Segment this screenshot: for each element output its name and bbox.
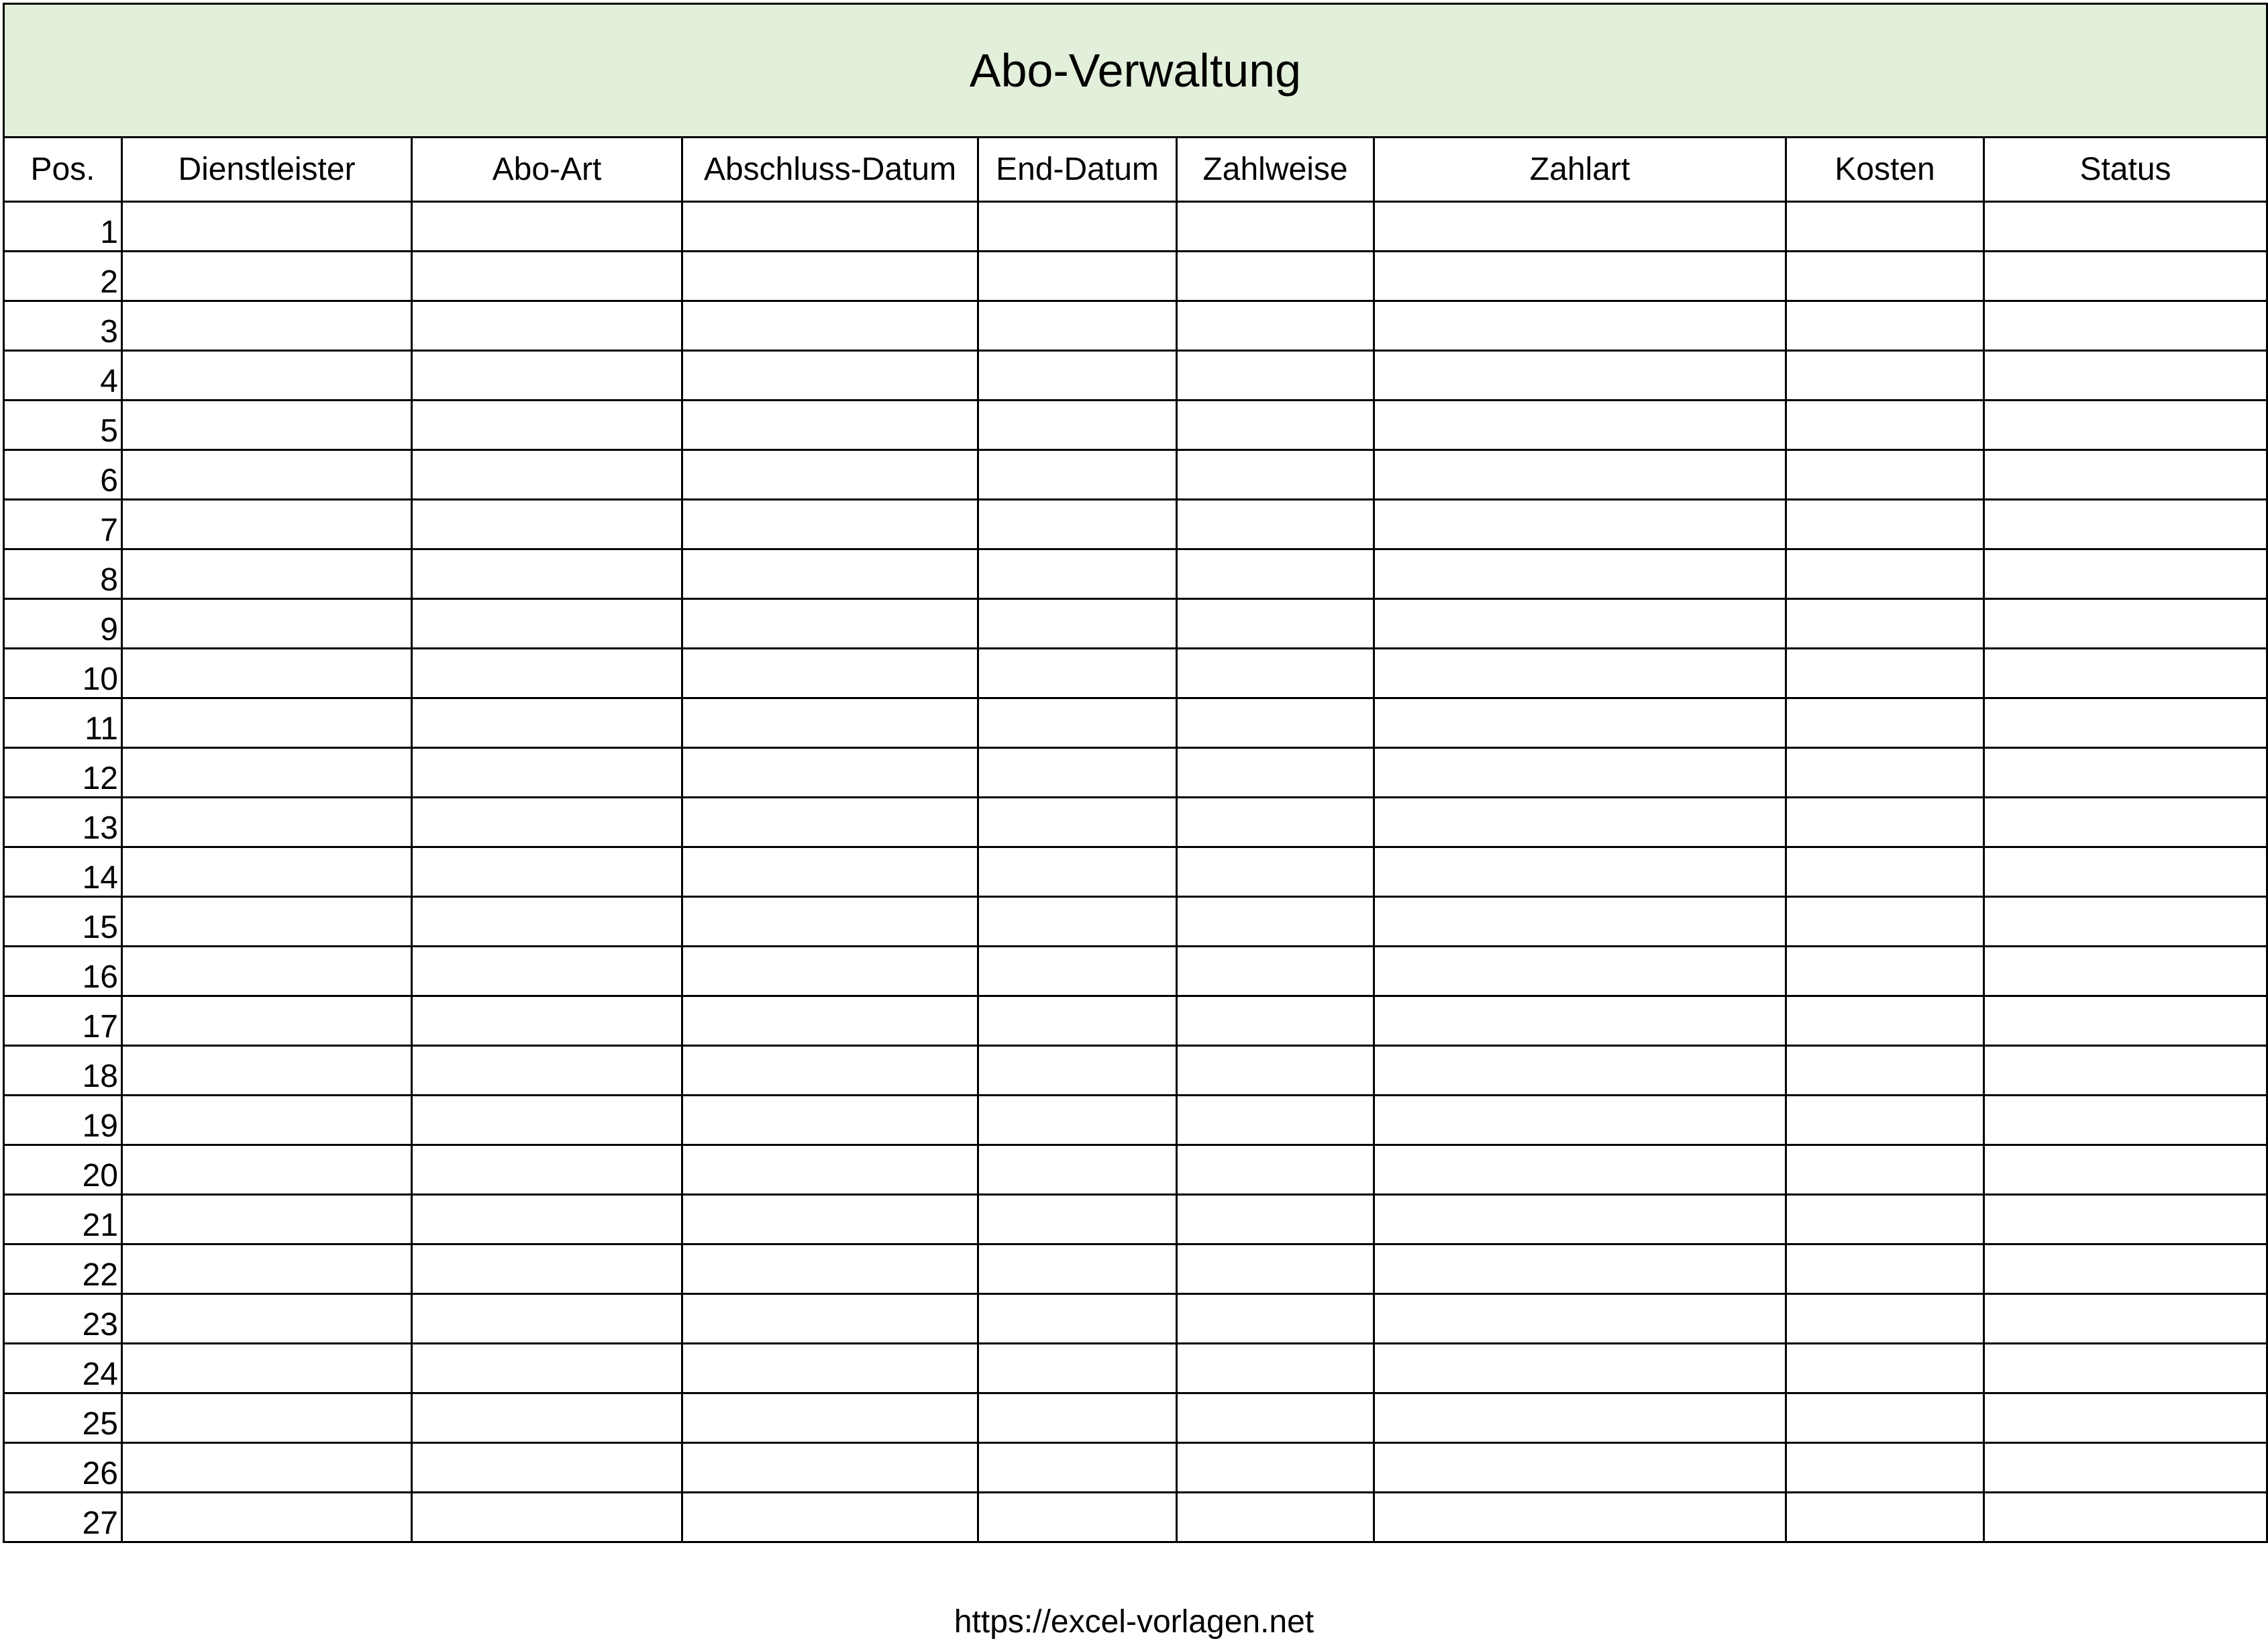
cell-zahlweise[interactable]: [1177, 401, 1374, 450]
row-position: 7: [4, 500, 122, 549]
header-row: [4, 138, 2267, 202]
cell-abo-art[interactable]: [412, 252, 682, 301]
table-row: [4, 252, 2267, 301]
cell-dienstleister[interactable]: [122, 1344, 412, 1393]
cell-kosten[interactable]: [1786, 1443, 1984, 1493]
cell-zahlweise[interactable]: [1177, 698, 1374, 748]
cell-kosten[interactable]: [1786, 252, 1984, 301]
cell-abschluss-datum[interactable]: [682, 698, 978, 748]
row-position: 22: [4, 1244, 122, 1294]
cell-dienstleister[interactable]: [122, 1046, 412, 1096]
cell-kosten[interactable]: [1786, 1393, 1984, 1443]
cell-end-datum[interactable]: [978, 1294, 1177, 1344]
cell-zahlweise[interactable]: [1177, 500, 1374, 549]
cell-abo-art[interactable]: [412, 996, 682, 1046]
cell-abo-art[interactable]: [412, 698, 682, 748]
cell-zahlweise[interactable]: [1177, 1046, 1374, 1096]
cell-dienstleister[interactable]: [122, 252, 412, 301]
row-position: 25: [4, 1393, 122, 1443]
cell-abo-art[interactable]: [412, 748, 682, 798]
cell-abschluss-datum[interactable]: [682, 1294, 978, 1344]
cell-abschluss-datum[interactable]: [682, 500, 978, 549]
cell-zahlweise[interactable]: [1177, 1096, 1374, 1145]
row-position: 13: [4, 798, 122, 847]
cell-abo-art[interactable]: [412, 202, 682, 252]
cell-status[interactable]: [1984, 301, 2267, 351]
cell-dienstleister[interactable]: [122, 996, 412, 1046]
cell-zahlweise[interactable]: [1177, 649, 1374, 698]
cell-status[interactable]: [1984, 698, 2267, 748]
table-row: [4, 996, 2267, 1046]
table-row: [4, 500, 2267, 549]
cell-abschluss-datum[interactable]: [682, 1443, 978, 1493]
cell-kosten[interactable]: [1786, 1096, 1984, 1145]
cell-end-datum[interactable]: [978, 1344, 1177, 1393]
cell-dienstleister[interactable]: [122, 1195, 412, 1244]
row-position: 2: [4, 252, 122, 301]
cell-kosten[interactable]: [1786, 847, 1984, 897]
cell-zahlart[interactable]: [1374, 1046, 1786, 1096]
cell-zahlweise[interactable]: [1177, 252, 1374, 301]
cell-dienstleister[interactable]: [122, 748, 412, 798]
cell-abschluss-datum[interactable]: [682, 599, 978, 649]
cell-abschluss-datum[interactable]: [682, 748, 978, 798]
row-position: 10: [4, 649, 122, 698]
cell-status[interactable]: [1984, 351, 2267, 401]
column-header-zahlart: Zahlart: [1374, 138, 1786, 202]
cell-abschluss-datum[interactable]: [682, 1096, 978, 1145]
cell-end-datum[interactable]: [978, 698, 1177, 748]
cell-abo-art[interactable]: [412, 947, 682, 996]
cell-zahlart[interactable]: [1374, 1145, 1786, 1195]
cell-zahlweise[interactable]: [1177, 1145, 1374, 1195]
cell-zahlweise[interactable]: [1177, 202, 1374, 252]
cell-zahlart[interactable]: [1374, 1443, 1786, 1493]
cell-abo-art[interactable]: [412, 847, 682, 897]
cell-zahlweise[interactable]: [1177, 1393, 1374, 1443]
row-position: 17: [4, 996, 122, 1046]
cell-status[interactable]: [1984, 1244, 2267, 1294]
cell-zahlweise[interactable]: [1177, 847, 1374, 897]
cell-end-datum[interactable]: [978, 1046, 1177, 1096]
cell-dienstleister[interactable]: [122, 847, 412, 897]
cell-abschluss-datum[interactable]: [682, 897, 978, 947]
column-header-abo-art: Abo-Art: [412, 138, 682, 202]
title-row: [4, 4, 2267, 138]
cell-abschluss-datum[interactable]: [682, 1145, 978, 1195]
table-row: [4, 1344, 2267, 1393]
cell-status[interactable]: [1984, 202, 2267, 252]
table-row: [4, 1046, 2267, 1096]
cell-kosten[interactable]: [1786, 1344, 1984, 1393]
cell-status[interactable]: [1984, 947, 2267, 996]
cell-end-datum[interactable]: [978, 301, 1177, 351]
cell-status[interactable]: [1984, 748, 2267, 798]
cell-zahlweise[interactable]: [1177, 748, 1374, 798]
cell-kosten[interactable]: [1786, 351, 1984, 401]
cell-abo-art[interactable]: [412, 500, 682, 549]
cell-end-datum[interactable]: [978, 1244, 1177, 1294]
cell-kosten[interactable]: [1786, 947, 1984, 996]
cell-end-datum[interactable]: [978, 1145, 1177, 1195]
cell-abo-art[interactable]: [412, 351, 682, 401]
cell-dienstleister[interactable]: [122, 1244, 412, 1294]
cell-end-datum[interactable]: [978, 549, 1177, 599]
cell-status[interactable]: [1984, 1195, 2267, 1244]
footer-url: https://excel-vorlagen.net: [953, 1604, 1315, 1640]
table-row: [4, 1244, 2267, 1294]
table-row: [4, 798, 2267, 847]
cell-zahlweise[interactable]: [1177, 996, 1374, 1046]
cell-kosten[interactable]: [1786, 500, 1984, 549]
cell-zahlweise[interactable]: [1177, 301, 1374, 351]
cell-abschluss-datum[interactable]: [682, 798, 978, 847]
table-row: [4, 1493, 2267, 1542]
cell-zahlart[interactable]: [1374, 698, 1786, 748]
cell-status[interactable]: [1984, 798, 2267, 847]
cell-end-datum[interactable]: [978, 649, 1177, 698]
column-header-status: Status: [1984, 138, 2267, 202]
cell-zahlweise[interactable]: [1177, 1493, 1374, 1542]
cell-zahlart[interactable]: [1374, 1344, 1786, 1393]
cell-abo-art[interactable]: [412, 1294, 682, 1344]
cell-abschluss-datum[interactable]: [682, 947, 978, 996]
cell-end-datum[interactable]: [978, 1393, 1177, 1443]
row-position: 12: [4, 748, 122, 798]
cell-zahlart[interactable]: [1374, 897, 1786, 947]
cell-status[interactable]: [1984, 1096, 2267, 1145]
cell-status[interactable]: [1984, 500, 2267, 549]
cell-kosten[interactable]: [1786, 649, 1984, 698]
column-header-zahlweise: Zahlweise: [1177, 138, 1374, 202]
cell-zahlart[interactable]: [1374, 798, 1786, 847]
cell-end-datum[interactable]: [978, 897, 1177, 947]
table-row: [4, 450, 2267, 500]
cell-end-datum[interactable]: [978, 450, 1177, 500]
cell-zahlweise[interactable]: [1177, 1344, 1374, 1393]
cell-end-datum[interactable]: [978, 996, 1177, 1046]
row-position: 1: [4, 202, 122, 252]
cell-end-datum[interactable]: [978, 401, 1177, 450]
cell-zahlart[interactable]: [1374, 947, 1786, 996]
cell-end-datum[interactable]: [978, 1195, 1177, 1244]
cell-status[interactable]: [1984, 599, 2267, 649]
cell-zahlart[interactable]: [1374, 301, 1786, 351]
cell-abschluss-datum[interactable]: [682, 1493, 978, 1542]
cell-end-datum[interactable]: [978, 500, 1177, 549]
cell-abo-art[interactable]: [412, 1145, 682, 1195]
cell-zahlweise[interactable]: [1177, 351, 1374, 401]
cell-kosten[interactable]: [1786, 1145, 1984, 1195]
row-position: 21: [4, 1195, 122, 1244]
cell-end-datum[interactable]: [978, 1493, 1177, 1542]
cell-abo-art[interactable]: [412, 1493, 682, 1542]
cell-status[interactable]: [1984, 649, 2267, 698]
cell-end-datum[interactable]: [978, 202, 1177, 252]
cell-abo-art[interactable]: [412, 450, 682, 500]
cell-kosten[interactable]: [1786, 599, 1984, 649]
cell-status[interactable]: [1984, 1145, 2267, 1195]
cell-dienstleister[interactable]: [122, 1096, 412, 1145]
cell-zahlart[interactable]: [1374, 549, 1786, 599]
row-position: 6: [4, 450, 122, 500]
cell-end-datum[interactable]: [978, 748, 1177, 798]
cell-kosten[interactable]: [1786, 301, 1984, 351]
table-row: [4, 698, 2267, 748]
cell-zahlart[interactable]: [1374, 748, 1786, 798]
cell-end-datum[interactable]: [978, 351, 1177, 401]
cell-dienstleister[interactable]: [122, 897, 412, 947]
row-position: 8: [4, 549, 122, 599]
row-position: 11: [4, 698, 122, 748]
cell-kosten[interactable]: [1786, 549, 1984, 599]
cell-abschluss-datum[interactable]: [682, 252, 978, 301]
cell-zahlart[interactable]: [1374, 847, 1786, 897]
table-row: [4, 351, 2267, 401]
table-row: [4, 1294, 2267, 1344]
cell-zahlart[interactable]: [1374, 500, 1786, 549]
cell-abo-art[interactable]: [412, 897, 682, 947]
table-row: [4, 549, 2267, 599]
row-position: 18: [4, 1046, 122, 1096]
cell-status[interactable]: [1984, 897, 2267, 947]
cell-dienstleister[interactable]: [122, 500, 412, 549]
cell-abschluss-datum[interactable]: [682, 1393, 978, 1443]
cell-zahlweise[interactable]: [1177, 798, 1374, 847]
cell-status[interactable]: [1984, 847, 2267, 897]
cell-kosten[interactable]: [1786, 748, 1984, 798]
cell-zahlweise[interactable]: [1177, 549, 1374, 599]
cell-kosten[interactable]: [1786, 401, 1984, 450]
table-row: [4, 897, 2267, 947]
row-position: 23: [4, 1294, 122, 1344]
cell-end-datum[interactable]: [978, 1443, 1177, 1493]
cell-abschluss-datum[interactable]: [682, 401, 978, 450]
table-row: [4, 1195, 2267, 1244]
cell-zahlart[interactable]: [1374, 996, 1786, 1046]
cell-kosten[interactable]: [1786, 897, 1984, 947]
cell-dienstleister[interactable]: [122, 798, 412, 847]
cell-kosten[interactable]: [1786, 798, 1984, 847]
column-header-dienstleister: Dienstleister: [122, 138, 412, 202]
cell-dienstleister[interactable]: [122, 202, 412, 252]
cell-abo-art[interactable]: [412, 401, 682, 450]
row-position: 3: [4, 301, 122, 351]
table-row: [4, 1443, 2267, 1493]
table-row: [4, 1393, 2267, 1443]
cell-dienstleister[interactable]: [122, 1294, 412, 1344]
cell-zahlart[interactable]: [1374, 1244, 1786, 1294]
cell-kosten[interactable]: [1786, 1195, 1984, 1244]
cell-abo-art[interactable]: [412, 649, 682, 698]
cell-abo-art[interactable]: [412, 1096, 682, 1145]
row-position: 9: [4, 599, 122, 649]
row-position: 20: [4, 1145, 122, 1195]
cell-dienstleister[interactable]: [122, 698, 412, 748]
row-position: 19: [4, 1096, 122, 1145]
cell-end-datum[interactable]: [978, 252, 1177, 301]
cell-abschluss-datum[interactable]: [682, 996, 978, 1046]
cell-zahlweise[interactable]: [1177, 1244, 1374, 1294]
cell-end-datum[interactable]: [978, 847, 1177, 897]
subscription-table: [3, 3, 2268, 1543]
table-row: [4, 202, 2267, 252]
cell-zahlweise[interactable]: [1177, 897, 1374, 947]
table-row: [4, 649, 2267, 698]
table-row: [4, 401, 2267, 450]
cell-kosten[interactable]: [1786, 450, 1984, 500]
cell-dienstleister[interactable]: [122, 401, 412, 450]
cell-end-datum[interactable]: [978, 798, 1177, 847]
cell-zahlart[interactable]: [1374, 351, 1786, 401]
cell-abo-art[interactable]: [412, 1046, 682, 1096]
cell-status[interactable]: [1984, 1493, 2267, 1542]
cell-zahlweise[interactable]: [1177, 599, 1374, 649]
cell-abschluss-datum[interactable]: [682, 301, 978, 351]
cell-abschluss-datum[interactable]: [682, 1046, 978, 1096]
cell-dienstleister[interactable]: [122, 599, 412, 649]
column-header-pos: Pos.: [4, 138, 122, 202]
cell-dienstleister[interactable]: [122, 1393, 412, 1443]
cell-zahlart[interactable]: [1374, 1195, 1786, 1244]
cell-abo-art[interactable]: [412, 1393, 682, 1443]
row-position: 4: [4, 351, 122, 401]
cell-dienstleister[interactable]: [122, 1493, 412, 1542]
cell-status[interactable]: [1984, 1344, 2267, 1393]
cell-kosten[interactable]: [1786, 1493, 1984, 1542]
cell-abschluss-datum[interactable]: [682, 1344, 978, 1393]
column-header-end-datum: End-Datum: [978, 138, 1177, 202]
row-position: 27: [4, 1493, 122, 1542]
cell-abo-art[interactable]: [412, 1244, 682, 1294]
table-row: [4, 599, 2267, 649]
cell-dienstleister[interactable]: [122, 1145, 412, 1195]
cell-dienstleister[interactable]: [122, 351, 412, 401]
cell-abo-art[interactable]: [412, 1443, 682, 1493]
cell-abschluss-datum[interactable]: [682, 1195, 978, 1244]
cell-dienstleister[interactable]: [122, 649, 412, 698]
cell-zahlweise[interactable]: [1177, 450, 1374, 500]
cell-dienstleister[interactable]: [122, 549, 412, 599]
cell-zahlart[interactable]: [1374, 1393, 1786, 1443]
cell-kosten[interactable]: [1786, 202, 1984, 252]
cell-zahlart[interactable]: [1374, 1096, 1786, 1145]
cell-dienstleister[interactable]: [122, 301, 412, 351]
row-position: 15: [4, 897, 122, 947]
cell-zahlart[interactable]: [1374, 401, 1786, 450]
cell-zahlart[interactable]: [1374, 1493, 1786, 1542]
cell-abschluss-datum[interactable]: [682, 202, 978, 252]
cell-end-datum[interactable]: [978, 1096, 1177, 1145]
cell-status[interactable]: [1984, 450, 2267, 500]
cell-dienstleister[interactable]: [122, 947, 412, 996]
table-row: [4, 301, 2267, 351]
table-row: [4, 947, 2267, 996]
cell-abo-art[interactable]: [412, 798, 682, 847]
cell-zahlart[interactable]: [1374, 599, 1786, 649]
cell-status[interactable]: [1984, 1294, 2267, 1344]
row-position: 16: [4, 947, 122, 996]
cell-abschluss-datum[interactable]: [682, 450, 978, 500]
cell-abschluss-datum[interactable]: [682, 351, 978, 401]
row-position: 26: [4, 1443, 122, 1493]
cell-status[interactable]: [1984, 1443, 2267, 1493]
cell-zahlart[interactable]: [1374, 202, 1786, 252]
cell-dienstleister[interactable]: [122, 1443, 412, 1493]
cell-zahlart[interactable]: [1374, 252, 1786, 301]
cell-status[interactable]: [1984, 1046, 2267, 1096]
cell-abo-art[interactable]: [412, 599, 682, 649]
cell-end-datum[interactable]: [978, 599, 1177, 649]
table-row: [4, 847, 2267, 897]
cell-zahlart[interactable]: [1374, 450, 1786, 500]
cell-status[interactable]: [1984, 1393, 2267, 1443]
document-title: Abo-Verwaltung: [4, 4, 2267, 138]
row-position: 24: [4, 1344, 122, 1393]
cell-abschluss-datum[interactable]: [682, 549, 978, 599]
cell-zahlweise[interactable]: [1177, 1294, 1374, 1344]
cell-dienstleister[interactable]: [122, 450, 412, 500]
cell-kosten[interactable]: [1786, 1046, 1984, 1096]
cell-abo-art[interactable]: [412, 549, 682, 599]
cell-status[interactable]: [1984, 996, 2267, 1046]
cell-kosten[interactable]: [1786, 1244, 1984, 1294]
cell-abo-art[interactable]: [412, 301, 682, 351]
cell-zahlweise[interactable]: [1177, 1443, 1374, 1493]
cell-abschluss-datum[interactable]: [682, 1244, 978, 1294]
cell-abo-art[interactable]: [412, 1344, 682, 1393]
cell-kosten[interactable]: [1786, 996, 1984, 1046]
cell-abschluss-datum[interactable]: [682, 649, 978, 698]
cell-kosten[interactable]: [1786, 1294, 1984, 1344]
cell-status[interactable]: [1984, 549, 2267, 599]
row-position: 14: [4, 847, 122, 897]
cell-status[interactable]: [1984, 252, 2267, 301]
table-row: [4, 1145, 2267, 1195]
cell-abo-art[interactable]: [412, 1195, 682, 1244]
cell-zahlweise[interactable]: [1177, 1195, 1374, 1244]
cell-abschluss-datum[interactable]: [682, 847, 978, 897]
cell-zahlart[interactable]: [1374, 649, 1786, 698]
row-position: 5: [4, 401, 122, 450]
table-row: [4, 1096, 2267, 1145]
cell-kosten[interactable]: [1786, 698, 1984, 748]
cell-status[interactable]: [1984, 401, 2267, 450]
cell-zahlweise[interactable]: [1177, 947, 1374, 996]
column-header-kosten: Kosten: [1786, 138, 1984, 202]
cell-zahlart[interactable]: [1374, 1294, 1786, 1344]
table-row: [4, 748, 2267, 798]
cell-end-datum[interactable]: [978, 947, 1177, 996]
column-header-abschluss-datum: Abschluss-Datum: [682, 138, 978, 202]
